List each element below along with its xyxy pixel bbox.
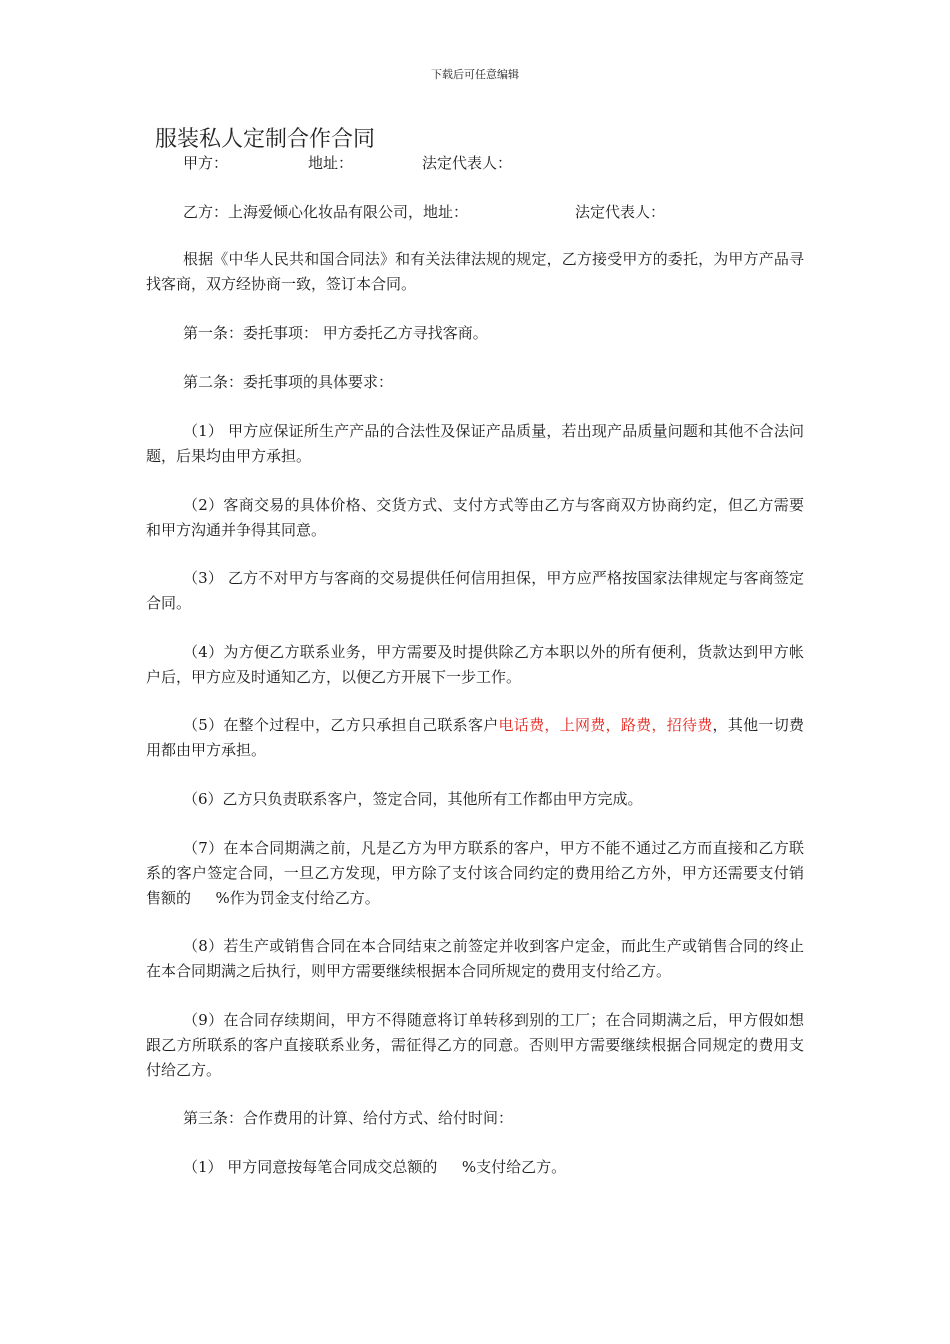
item-5-highlighted-costs: 电话费，上网费，路费，招待费 xyxy=(498,716,713,734)
item-5-text-before: （5）在整个过程中，乙方只承担自己联系客户 xyxy=(183,716,499,734)
item-5-text-after: ，其他一切费用都由甲方承担。 xyxy=(146,716,804,759)
article-2-item-6: （6）乙方只负责联系客户，签定合同，其他所有工作都由甲方完成。 xyxy=(183,790,643,808)
party-a-label: 甲方： xyxy=(183,154,229,172)
party-b-rep-label: 法定代表人： xyxy=(575,203,666,221)
party-b-line xyxy=(183,201,665,222)
header-note: 下载后可任意编辑 xyxy=(431,68,519,81)
party-a-rep-label: 法定代表人： xyxy=(422,154,513,172)
article-2-item-8: （8）若生产或销售合同在本合同结束之前签定并收到客户定金，而此生产或销售合同的终止在本合同期满之后执行，则甲方需要继续根据本合同所规定的费用支付给乙方。 xyxy=(146,937,804,980)
article-2-title: 第二条：委托事项的具体要求： xyxy=(183,373,394,391)
party-a-line xyxy=(183,152,512,173)
article-2-item-7: （7）在本合同期满之前，凡是乙方为甲方联系的客户，甲方不能不通过乙方而直接和乙方联系的客户签定合同，一旦乙方发现，甲方除了支付该合同约定的费用给乙方外，甲方还需要支付销售额的 %作为罚金支付给乙方。 xyxy=(146,839,804,907)
article-2-item-4: （4）为方便乙方联系业务，甲方需要及时提供除乙方本职以外的所有便利，货款达到甲方帐户后，甲方应及时通知乙方，以便乙方开展下一步工作。 xyxy=(146,643,804,686)
article-1: 第一条：委托事项： 甲方委托乙方寻找客商。 xyxy=(183,324,488,342)
page-title: 服装私人定制合作合同 xyxy=(155,127,376,152)
article-3-title: 第三条：合作费用的计算、给付方式、给付时间： xyxy=(183,1109,514,1127)
article-2-item-1: （1） 甲方应保证所生产产品的合法性及保证产品质量，若出现产品质量问题和其他不合法问题，后果均由甲方承担。 xyxy=(146,422,804,465)
preamble-paragraph: 根据《中华人民共和国合同法》和有关法律法规的规定，乙方接受甲方的委托，为甲方产品寻找客商，双方经协商一致，签订本合同。 xyxy=(146,250,804,293)
article-2-item-5 xyxy=(146,713,804,763)
article-3-item-1: （1） 甲方同意按每笔合同成交总额的 %支付给乙方。 xyxy=(183,1158,567,1176)
article-2-item-3: （3） 乙方不对甲方与客商的交易提供任何信用担保，甲方应严格按国家法律规定与客商签定合同。 xyxy=(146,569,804,612)
article-2-item-2: （2）客商交易的具体价格、交货方式、支付方式等由乙方与客商双方协商约定，但乙方需要和甲方沟通并争得其同意。 xyxy=(146,496,804,539)
party-b-label: 乙方：上海爱倾心化妆品有限公司，地址： xyxy=(183,203,469,221)
article-2-item-9: （9）在合同存续期间，甲方不得随意将订单转移到别的工厂；在合同期满之后，甲方假如想跟乙方所联系的客户直接联系业务，需征得乙方的同意。否则甲方需要继续根据合同规定的费用支付给乙方。 xyxy=(146,1011,804,1079)
party-a-address-label: 地址： xyxy=(308,154,354,172)
